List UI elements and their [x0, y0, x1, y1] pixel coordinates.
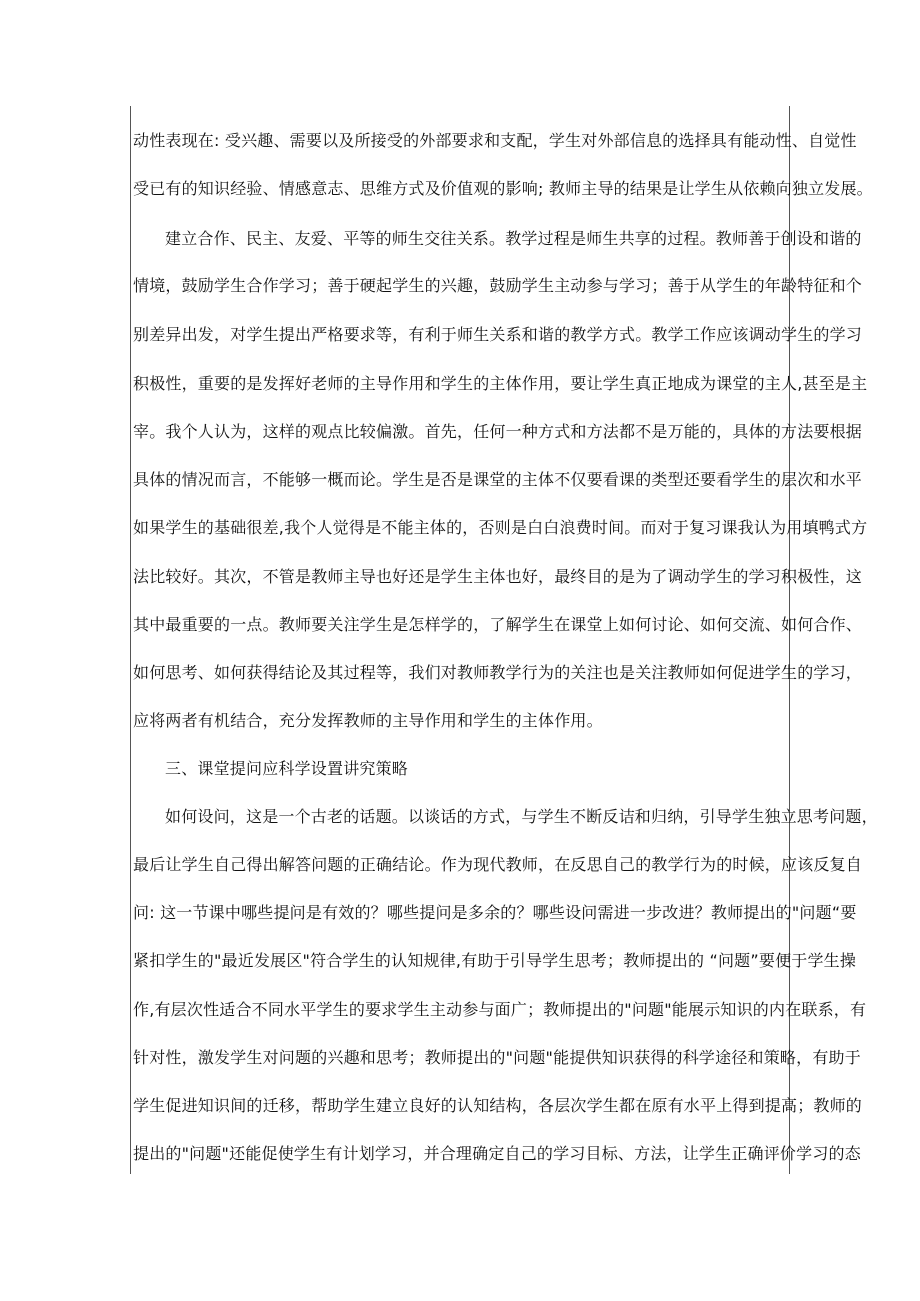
section-heading: 三、课堂提问应科学设置讲究策略	[165, 759, 409, 778]
text-line: 如果学生的基础很差,我个人觉得是不能主体的，否则是白白浪费时间。而对于复习课我认为用填鸭式方	[133, 518, 868, 537]
text-line: 问: 这一节课中哪些提问是有效的？哪些提问是多余的？哪些设问需进一步改进？教师提出的"问题“要	[133, 903, 857, 922]
text-line: 宰。我个人认为，这样的观点比较偏激。首先，任何一种方式和方法都不是万能的，具体的方法要根据	[133, 422, 863, 441]
text-line: 情境，鼓励学生合作学习；善于硬起学生的兴趣，鼓励学生主动参与学习；善于从学生的年龄特征和个	[133, 276, 863, 295]
paragraph-first-line: 建立合作、民主、友爱、平等的师生交往关系。教学过程是师生共享的过程。教师善于创设和谐的	[165, 229, 862, 248]
text-line: 积极性，重要的是发挥好老师的主导作用和学生的主体作用，要让学生真正地成为课堂的主人,甚至是主	[133, 374, 868, 393]
text-line: 最后让学生自己得出解答问题的正确结论。作为现代教师，在反思自己的教学行为的时候，应该反复自	[133, 855, 863, 874]
text-line: 提出的"问题"还能促使学生有计划学习，并合理确定自己的学习目标、方法，让学生正确评价学习的态	[133, 1144, 861, 1163]
text-line: 别差异出发，对学生提出严格要求等，有利于师生关系和谐的教学方式。教学工作应该调动学生的学习	[133, 325, 863, 344]
text-line: 法比较好。其次，不管是教师主导也好还是学生主体也好，最终目的是为了调动学生的学习积极性，这	[133, 567, 863, 586]
text-line: 具体的情况而言，不能够一概而论。学生是否是课堂的主体不仅要看课的类型还要看学生的层次和水平	[133, 470, 863, 489]
text-line: 紧扣学生的"最近发展区"符合学生的认知规律,有助于引导学生思考；教师提出的 “问题”要便于学生操	[133, 951, 857, 970]
text-line: 针对性，激发学生对问题的兴趣和思考；教师提出的"问题"能提供知识获得的科学途径和策略，有助于	[133, 1048, 861, 1067]
paragraph-first-line: 如何设问，这是一个古老的话题。以谈话的方式，与学生不断反诘和归纳，引导学生独立思考问题，	[165, 807, 878, 826]
text-line: 应将两者有机结合，充分发挥教师的主导作用和学生的主体作用。	[133, 711, 603, 730]
text-line: 其中最重要的一点。教师要关注学生是怎样学的，了解学生在课堂上如何讨论、如何交流、如何合作、	[133, 615, 863, 634]
text-line: 作,有层次性适合不同水平学生的要求学生主动参与面广；教师提出的"问题"能展示知识的内在联系，有	[133, 1000, 867, 1019]
text-line: 如何思考、如何获得结论及其过程等，我们对教师教学行为的关注也是关注教师如何促进学生的学习，	[133, 663, 863, 682]
text-line: 学生促进知识间的迁移，帮助学生建立良好的认知结构，各层次学生都在原有水平上得到提高；教师的	[133, 1096, 863, 1115]
text-line: 受已有的知识经验、情感意志、思维方式及价值观的影响; 教师主导的结果是让学生从依赖向独立发展。	[133, 179, 873, 198]
text-line: 动性表现在: 受兴趣、需要以及所接受的外部要求和支配，学生对外部信息的选择具有能动性、自觉性	[133, 131, 857, 150]
